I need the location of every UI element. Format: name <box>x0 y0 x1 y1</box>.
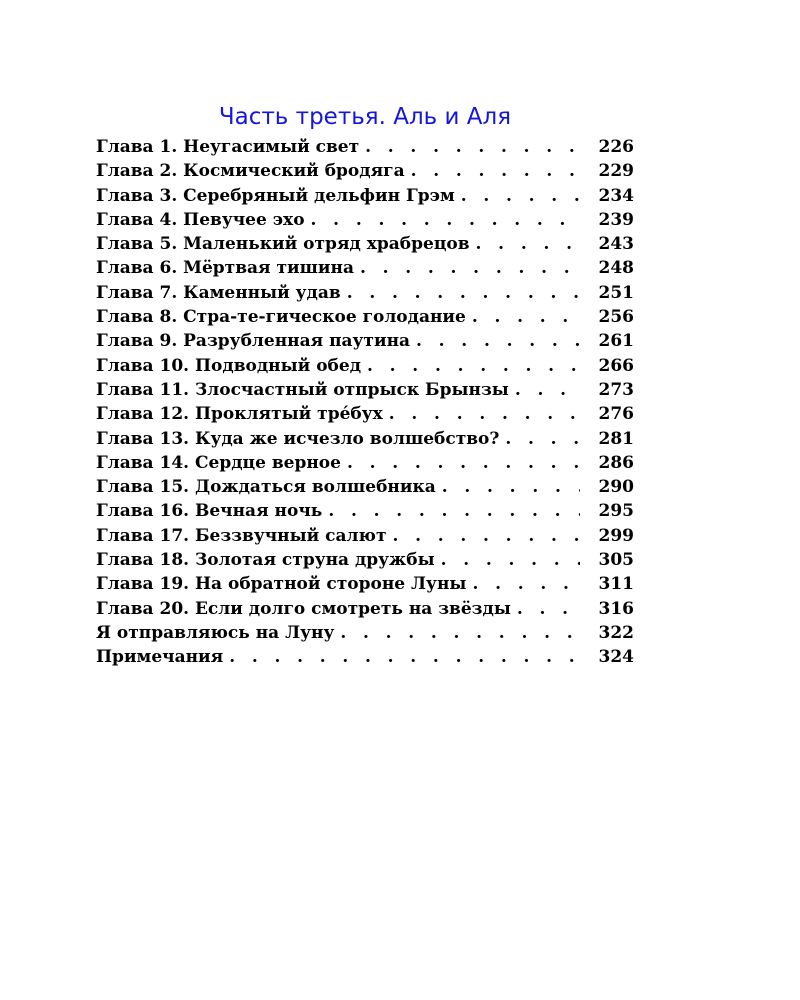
toc-dot-leader <box>367 354 580 378</box>
toc-dot-leader <box>472 572 580 596</box>
toc-entry-title: Глава 16. Вечная ночь <box>96 501 323 522</box>
toc-entry[interactable] <box>96 305 634 329</box>
toc-entry[interactable] <box>96 597 634 621</box>
toc-entry[interactable] <box>96 499 634 523</box>
toc-dot-leader <box>505 427 580 451</box>
toc-entry-page: 286 <box>598 452 634 473</box>
section-title: Часть третья. Аль и Аля <box>218 104 512 130</box>
toc-entry-page: 311 <box>598 574 634 595</box>
toc-dot-leader <box>476 232 580 256</box>
toc-entry[interactable] <box>96 548 634 572</box>
toc-dot-leader <box>515 378 580 402</box>
toc-entry-title: Глава 18. Золотая струна дружбы <box>96 550 435 571</box>
toc-entry[interactable] <box>96 475 634 499</box>
toc-dot-leader <box>411 159 580 183</box>
toc-dot-leader <box>461 184 580 208</box>
toc-entry-page: 234 <box>598 185 634 206</box>
toc-entry-title: Глава 13. Куда же исчезло волшебство? <box>96 428 500 449</box>
toc-entry[interactable] <box>96 645 634 669</box>
toc-entry[interactable] <box>96 451 634 475</box>
toc-entry[interactable] <box>96 184 634 208</box>
toc-entry[interactable] <box>96 232 634 256</box>
toc-entry-page: 276 <box>598 404 634 425</box>
toc-dot-leader <box>311 208 580 232</box>
toc-entry-page: 251 <box>598 282 634 303</box>
toc-entry-title: Глава 4. Певучее эхо <box>96 209 305 230</box>
toc-entry-page: 299 <box>598 525 634 546</box>
toc-entry[interactable] <box>96 402 634 426</box>
toc-entry-title: Я отправляюсь на Луну <box>96 622 335 643</box>
toc-entry-page: 266 <box>598 355 634 376</box>
toc-entry[interactable] <box>96 256 634 280</box>
toc-entry-page: 324 <box>598 647 634 668</box>
toc-entry-title: Глава 11. Злосчастный отпрыск Брынзы <box>96 379 509 400</box>
toc-entry-page: 229 <box>598 161 634 182</box>
toc-dot-leader <box>347 451 580 475</box>
toc-dot-leader <box>441 548 580 572</box>
toc-dot-leader <box>229 645 580 669</box>
toc-entry-page: 256 <box>598 307 634 328</box>
toc-entry-title: Глава 12. Проклятый тре́бух <box>96 404 383 425</box>
toc-dot-leader <box>347 281 580 305</box>
toc-entry-page: 316 <box>598 598 634 619</box>
toc-dot-leader <box>365 135 580 159</box>
toc-entry[interactable] <box>96 354 634 378</box>
toc-entry-page: 243 <box>598 234 634 255</box>
toc-entry-title: Глава 10. Подводный обед <box>96 355 362 376</box>
toc-entry[interactable] <box>96 208 634 232</box>
toc-entry[interactable] <box>96 621 634 645</box>
toc-entry-title: Глава 8. Стра-те-гическое голодание <box>96 307 466 328</box>
toc-entry-title: Глава 9. Разрубленная паутина <box>96 331 411 352</box>
toc-entry[interactable] <box>96 572 634 596</box>
toc-entry-title: Глава 7. Каменный удав <box>96 282 341 303</box>
toc-entry-page: 261 <box>598 331 634 352</box>
toc-entry-title: Глава 1. Неугасимый свет <box>96 137 360 157</box>
toc-entry-page: 322 <box>598 622 634 643</box>
toc-dot-leader <box>472 305 580 329</box>
toc-entry-title: Глава 19. На обратной стороне Луны <box>96 574 467 595</box>
toc-entry-title: Примечания <box>96 647 224 668</box>
toc-entry-title: Глава 14. Сердце верное <box>96 452 341 473</box>
toc-entry[interactable] <box>96 329 634 353</box>
toc-entry-title: Глава 2. Космический бродяга <box>96 161 405 182</box>
toc-entry-page: 281 <box>598 428 634 449</box>
toc-entry-page: 273 <box>598 379 634 400</box>
toc-entry[interactable] <box>96 159 634 183</box>
toc-entry-page: 248 <box>598 258 634 279</box>
toc-dot-leader <box>328 499 580 523</box>
toc-entry-title: Глава 17. Беззвучный салют <box>96 525 387 546</box>
toc-entry-title: Глава 3. Серебряный дельфин Грэм <box>96 185 455 206</box>
toc-dot-leader <box>517 597 580 621</box>
toc-entry[interactable] <box>96 378 634 402</box>
toc-entry-page: 239 <box>598 209 634 230</box>
toc-dot-leader <box>389 402 580 426</box>
toc-entry-page: 226 <box>598 137 634 157</box>
toc-dot-leader <box>442 475 580 499</box>
toc-entry-page: 305 <box>598 550 634 571</box>
toc-entry[interactable] <box>96 427 634 451</box>
table-of-contents <box>96 135 634 670</box>
toc-entry[interactable] <box>96 281 634 305</box>
toc-entry[interactable] <box>96 524 634 548</box>
toc-dot-leader <box>416 329 580 353</box>
toc-entry-title: Глава 15. Дождаться волшебника <box>96 477 436 498</box>
toc-dot-leader <box>340 621 580 645</box>
toc-entry-title: Глава 20. Если долго смотреть на звёзды <box>96 598 511 619</box>
toc-dot-leader <box>393 524 581 548</box>
toc-entry-title: Глава 5. Маленький отряд храбрецов <box>96 234 470 255</box>
toc-entry-title: Глава 6. Мёртвая тишина <box>96 258 354 279</box>
toc-entry-page: 295 <box>598 501 634 522</box>
toc-entry-page: 290 <box>598 477 634 498</box>
toc-dot-leader <box>360 256 580 280</box>
toc-entry[interactable] <box>96 135 634 159</box>
